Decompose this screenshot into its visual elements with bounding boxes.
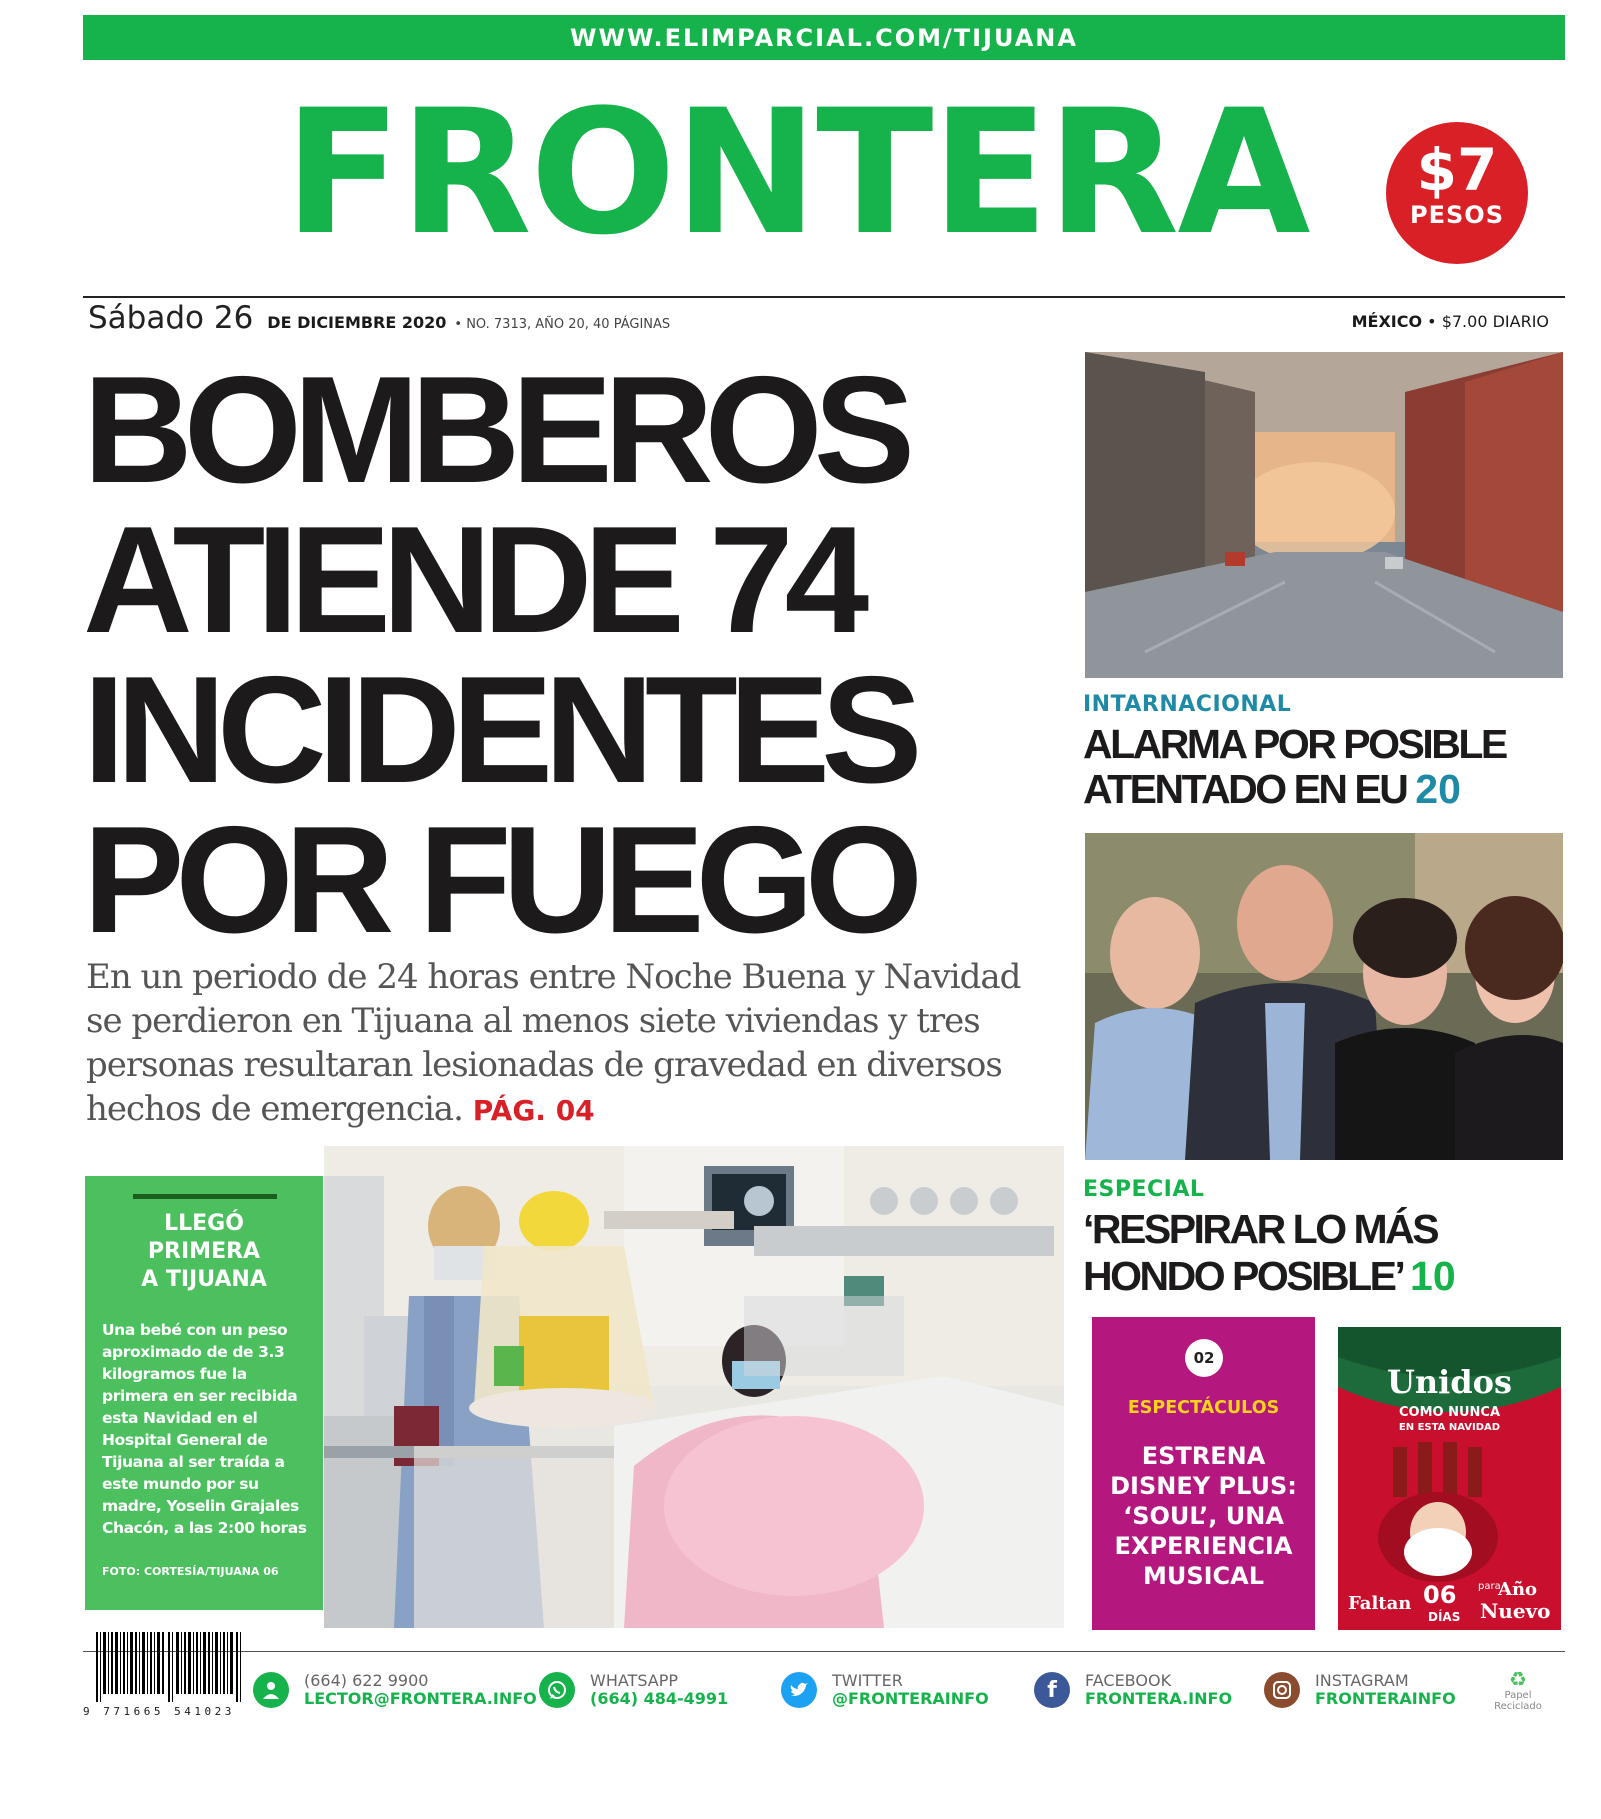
contact-facebook[interactable] <box>1034 1672 1232 1708</box>
side-story-body: Una bebé con un peso aproximado de de 3.3 kilogramos fue la primera en ser recibida esta Navidad en el Hospital General de Tijuana al ser traída a este mundo por su madre, Yoselin Grajales Chacón, a las 2:00 horas <box>102 1321 307 1537</box>
hospital-photo-illustration <box>324 1146 1064 1628</box>
international-headline-text: ATENTADO EN EU <box>1083 766 1407 812</box>
dateline <box>88 300 670 336</box>
dateline-edition: • NO. 7313, AÑO 20, 40 PÁGINAS <box>454 317 671 332</box>
contact-line2[interactable]: LECTOR@FRONTERA.INFO <box>304 1689 537 1708</box>
special-headline[interactable] <box>1083 1206 1573 1300</box>
contact-line1: INSTAGRAM <box>1315 1671 1409 1690</box>
recycle-line1: Papel <box>1504 1690 1532 1701</box>
headline-line: INCIDENTES <box>83 645 914 815</box>
ad-days: 06 <box>1423 1581 1457 1609</box>
contact-text <box>1085 1672 1232 1708</box>
promo-text-line: DISNEY PLUS: <box>1110 1472 1297 1500</box>
contact-line1: FACEBOOK <box>1085 1671 1172 1690</box>
contact-instagram[interactable] <box>1264 1672 1456 1708</box>
international-page: 20 <box>1415 766 1461 812</box>
lead-page-ref[interactable]: PÁG. 04 <box>472 1094 595 1127</box>
contact-text <box>304 1672 537 1708</box>
contact-text <box>1315 1672 1456 1708</box>
recycle-line2: Reciclado <box>1494 1701 1542 1712</box>
recycled-paper-mark <box>1488 1668 1548 1712</box>
dateline-month: DE DICIEMBRE 2020 <box>267 313 447 332</box>
contact-phone-email[interactable] <box>253 1672 537 1708</box>
side-story-bar <box>133 1194 277 1199</box>
contact-line2[interactable]: (664) 484-4991 <box>590 1689 729 1708</box>
ad-ano: Año <box>1498 1579 1538 1600</box>
contact-line1: TWITTER <box>832 1671 903 1690</box>
price-unit: PESOS <box>1410 201 1504 229</box>
ad-days-label: DÍAS <box>1428 1610 1461 1624</box>
lead-headline[interactable] <box>83 345 1063 965</box>
dateline-daily-price: • $7.00 DIARIO <box>1427 312 1549 331</box>
price-amount: $7 <box>1416 136 1498 204</box>
contact-line2[interactable]: @FRONTERAINFO <box>832 1689 989 1708</box>
promo-text <box>1100 1441 1307 1591</box>
entertainment-promo[interactable] <box>1092 1317 1315 1630</box>
special-kicker: ESPECIAL <box>1083 1177 1205 1202</box>
dateline-rule <box>83 296 1565 298</box>
street-photo-illustration <box>1085 352 1563 678</box>
ad-nuevo: Nuevo <box>1480 1599 1551 1623</box>
side-story-title-line: LLEGÓ <box>164 1211 244 1236</box>
whatsapp-icon-glyph <box>546 1679 568 1701</box>
facebook-icon-glyph: f <box>1047 1677 1057 1703</box>
side-story-title-line: A TIJUANA <box>141 1267 267 1292</box>
side-story-title <box>85 1210 323 1294</box>
promo-section-number: 02 <box>1185 1339 1223 1377</box>
twitter-icon-glyph <box>789 1681 809 1699</box>
contact-text <box>590 1672 728 1708</box>
whatsapp-icon <box>539 1672 575 1708</box>
dateline-locale <box>1352 312 1549 331</box>
christmas-ad[interactable] <box>1338 1327 1561 1630</box>
side-story-box[interactable] <box>85 1176 323 1610</box>
promo-text-line: EXPERIENCIA <box>1114 1532 1293 1560</box>
special-headline-line: ‘RESPIRAR LO MÁS <box>1083 1206 1438 1252</box>
promo-text-line: MUSICAL <box>1142 1562 1265 1590</box>
headline-line: ATIENDE 74 <box>83 495 861 665</box>
side-story-title-line: PRIMERA <box>147 1239 261 1264</box>
headline-line: BOMBEROS <box>83 345 907 515</box>
explosion-street-photo <box>1085 352 1563 678</box>
contact-line2[interactable]: FRONTERAINFO <box>1315 1689 1456 1708</box>
lead-deck-text: En un periodo de 24 horas entre Noche Buena y Navidad se perdieron en Tijuana al menos siete viviendas y tres personas resultaran lesionadas de gravedad en diversos hechos de emergencia. <box>86 957 1021 1129</box>
lead-deck <box>86 955 1051 1133</box>
user-icon-glyph <box>261 1680 281 1700</box>
ad-faltan: Faltan <box>1348 1593 1412 1614</box>
headline-line: POR FUEGO <box>83 795 915 965</box>
international-headline-line: ALARMA POR POSIBLE <box>1083 721 1506 767</box>
ad-tag2: EN ESTA NAVIDAD <box>1398 1422 1501 1433</box>
recycle-icon: ♻ <box>1509 1667 1527 1691</box>
ad-brand: Unidos <box>1386 1363 1513 1401</box>
barcode-bars <box>96 1632 246 1702</box>
international-headline[interactable] <box>1083 722 1573 812</box>
twitter-icon <box>781 1672 817 1708</box>
promo-text-line: ESTRENA <box>1141 1442 1266 1470</box>
site-url-bar[interactable] <box>83 15 1565 60</box>
instagram-icon <box>1264 1672 1300 1708</box>
barcode-number: 9 771665 541023 <box>83 1705 235 1718</box>
footer-rule <box>83 1651 1565 1652</box>
contact-line1: WHATSAPP <box>590 1671 679 1690</box>
user-icon <box>253 1672 289 1708</box>
special-headline-line2 <box>1083 1253 1573 1300</box>
special-headline-text: HONDO POSIBLE’ <box>1083 1253 1402 1299</box>
masthead-title: FRONTERA <box>284 72 1309 273</box>
ad-tag1: COMO NUNCA <box>1398 1405 1501 1420</box>
contact-line2[interactable]: FRONTERA.INFO <box>1085 1689 1233 1708</box>
family-photo <box>1085 833 1563 1160</box>
international-kicker: INTARNACIONAL <box>1083 692 1292 717</box>
price-badge <box>1386 122 1528 264</box>
promo-text-line: ‘SOUL’, UNA <box>1123 1502 1284 1530</box>
contact-whatsapp[interactable] <box>539 1672 728 1708</box>
ad-para: para <box>1478 1581 1501 1592</box>
facebook-icon <box>1034 1672 1070 1708</box>
special-page: 10 <box>1410 1253 1456 1299</box>
contact-line1: (664) 622 9900 <box>304 1671 429 1690</box>
instagram-icon-glyph <box>1272 1680 1292 1700</box>
hospital-photo <box>324 1146 1064 1628</box>
dateline-day: Sábado 26 <box>88 300 254 336</box>
international-headline-line2 <box>1083 767 1573 812</box>
contact-twitter[interactable] <box>781 1672 989 1708</box>
contact-text <box>832 1672 989 1708</box>
dateline-country: MÉXICO <box>1351 312 1423 331</box>
family-photo-illustration <box>1085 833 1563 1160</box>
site-url[interactable]: WWW.ELIMPARCIAL.COM/TIJUANA <box>570 23 1078 52</box>
promo-section-label: ESPECTÁCULOS <box>1127 1398 1280 1418</box>
side-story-credit: FOTO: CORTESÍA/TIJUANA 06 <box>102 1565 279 1578</box>
